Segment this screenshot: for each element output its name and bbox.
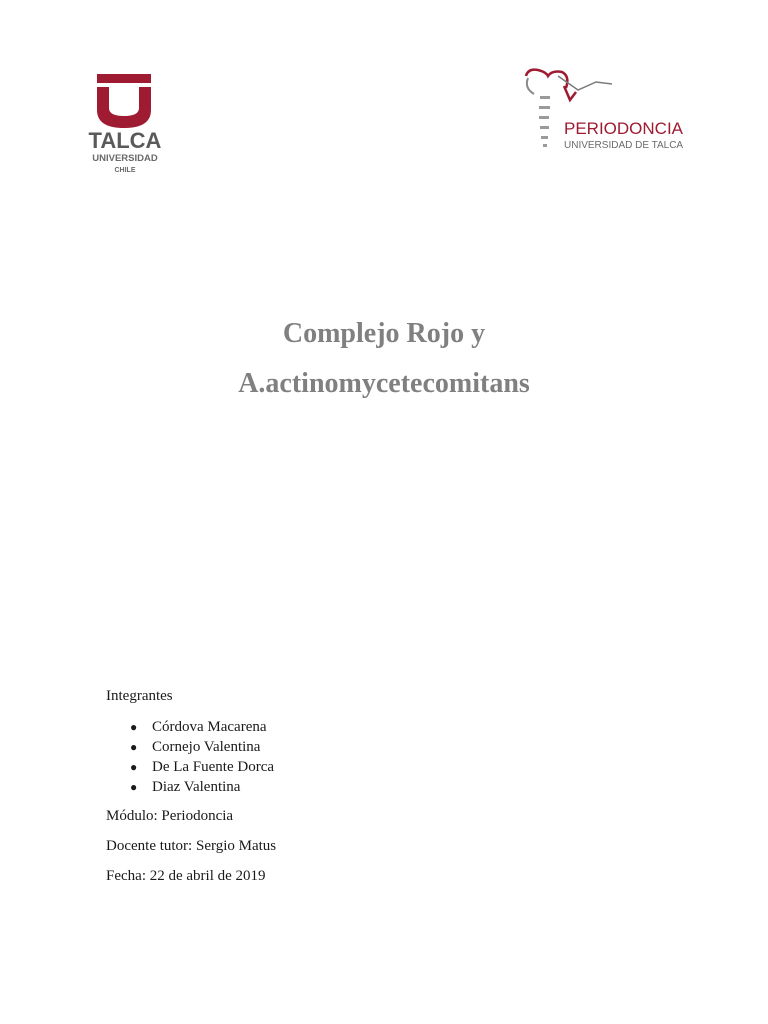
list-item [130, 737, 666, 757]
members-label: Integrantes [106, 688, 173, 704]
talca-logo-country: CHILE [114, 167, 136, 174]
list-item [130, 717, 666, 737]
list-item [130, 757, 666, 777]
periodoncia-logo-text: PERIODONCIA [564, 119, 684, 138]
universidad-talca-logo [84, 72, 166, 176]
talca-logo-text: TALCA [88, 128, 162, 153]
bullet-icon: ● [130, 740, 138, 754]
document-title-line-2: A.actinomycetecomitans [238, 368, 530, 399]
members-list [106, 717, 666, 797]
periodoncia-logo-subtext: UNIVERSIDAD DE TALCA [564, 140, 684, 151]
talca-emblem-icon [84, 72, 166, 176]
member-name: Diaz Valentina [152, 779, 241, 795]
bullet-icon: ● [130, 760, 138, 774]
date-field: Fecha: 22 de abril de 2019 [106, 868, 266, 884]
tooth-implant-icon [518, 66, 694, 156]
member-name: Córdova Macarena [152, 719, 267, 735]
bullet-icon: ● [130, 780, 138, 794]
member-name: Cornejo Valentina [152, 739, 261, 755]
bullet-icon: ● [130, 720, 138, 734]
document-title-line-1: Complejo Rojo y [282, 318, 486, 349]
member-name: De La Fuente Dorca [152, 759, 275, 775]
list-item [130, 777, 666, 797]
talca-logo-subtext: UNIVERSIDAD [92, 153, 158, 164]
tutor-field: Docente tutor: Sergio Matus [106, 838, 277, 854]
document-info [106, 687, 666, 897]
module-field: Módulo: Periodoncia [106, 808, 234, 824]
periodoncia-logo [518, 66, 694, 156]
